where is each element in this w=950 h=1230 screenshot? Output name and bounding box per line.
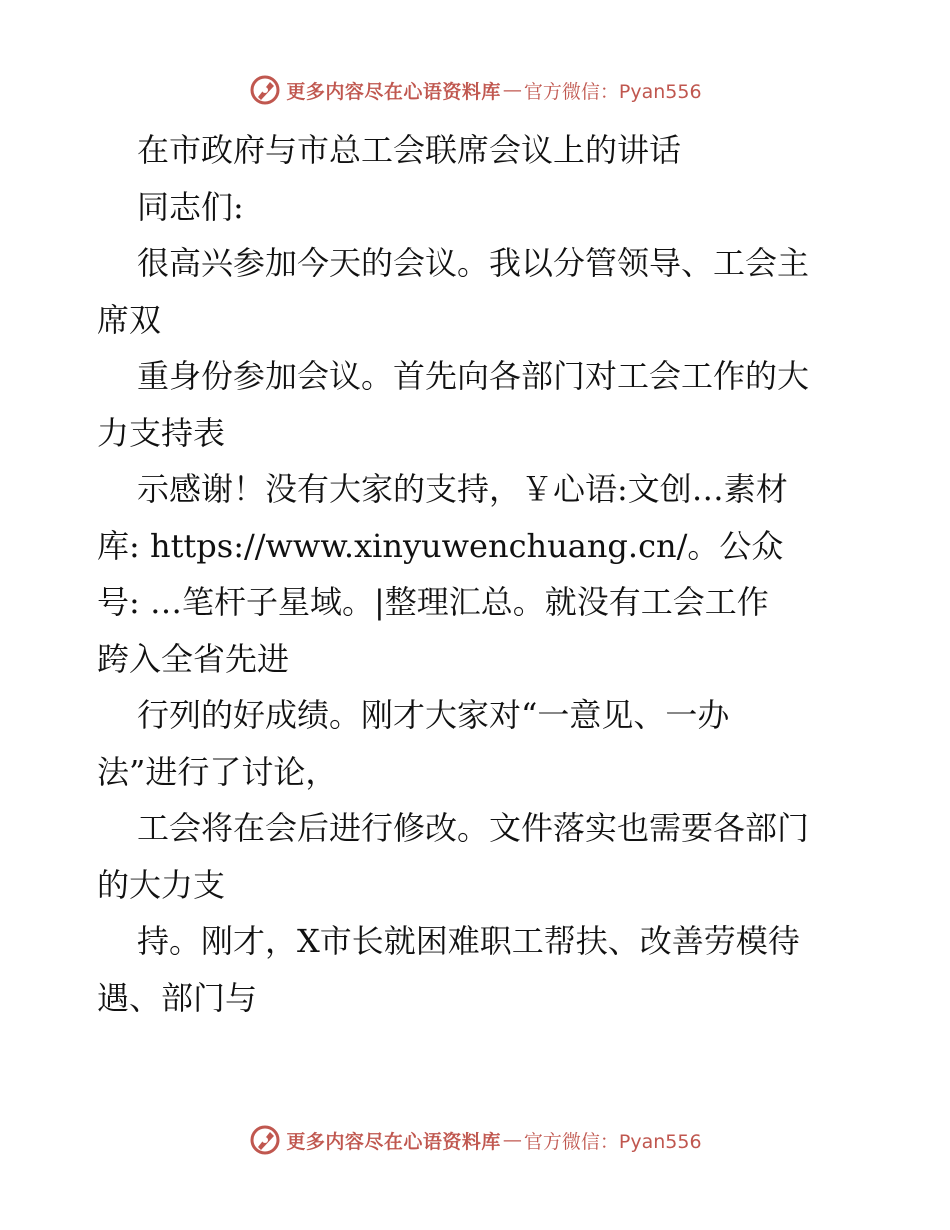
- watermark-wechat-text: 官方微信：Pyan556: [523, 80, 702, 103]
- document-body: [97, 122, 877, 1026]
- pen-nib-logo-icon: [248, 73, 282, 107]
- text-line: 库: https://www.xinyuwenchuang.cn/。公众: [97, 526, 784, 565]
- text-line: 工会将在会后进行修改。文件落实也需要各部门: [137, 809, 810, 847]
- document-title: 在市政府与市总工会联席会议上的讲话: [137, 131, 682, 169]
- watermark-wechat-text: 官方微信：Pyan556: [523, 1130, 702, 1153]
- text-line: 同志们:: [137, 187, 244, 226]
- text-line: 力支持表: [97, 413, 226, 452]
- text-line: 的大力支: [97, 865, 226, 904]
- text-line: 很高兴参加今天的会议。我以分管领导、工会主: [137, 244, 810, 282]
- text-line: 持。刚才，X市长就困难职工帮扶、改善劳模待: [137, 922, 800, 960]
- pen-nib-logo-icon: [248, 1123, 282, 1157]
- text-line: 跨入全省先进: [97, 639, 290, 678]
- watermark-site-text: 更多内容尽在心语资料库: [286, 80, 501, 103]
- text-line: 行列的好成绩。刚才大家对“一意见、一办: [137, 696, 730, 734]
- text-line: 法”进行了讨论，: [97, 752, 338, 791]
- text-line: 示感谢！没有大家的支持，￥心语:文创…素材: [137, 470, 788, 508]
- watermark-banner-top: [0, 70, 950, 110]
- text-line: 号: …笔杆子星域。|整理汇总。就没有工会工作: [97, 583, 769, 621]
- watermark-site-text: 更多内容尽在心语资料库: [286, 1130, 501, 1153]
- text-line: 席双: [97, 300, 162, 339]
- watermark-banner-bottom: [0, 1120, 950, 1160]
- watermark-separator: —: [502, 1129, 522, 1151]
- text-line: 重身份参加会议。首先向各部门对工会工作的大: [137, 357, 810, 395]
- watermark-separator: —: [502, 79, 522, 101]
- text-line: 遇、部门与: [97, 978, 258, 1017]
